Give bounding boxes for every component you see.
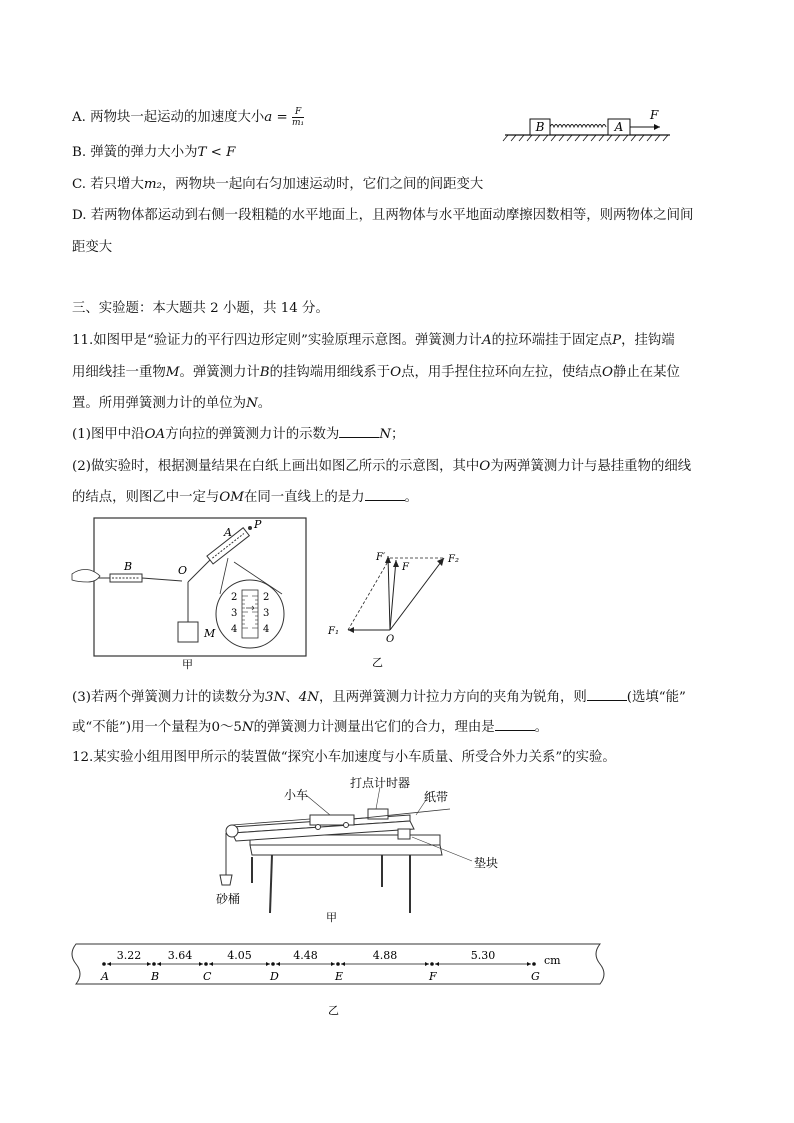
var: O: [390, 365, 402, 380]
q12-figure-jia: [210, 775, 530, 930]
label-bucket: 砂桶: [216, 892, 241, 906]
q11-part3-line1: [72, 688, 686, 708]
leader-line: [306, 795, 330, 815]
q11-line3: [72, 394, 271, 414]
label-fprime: F′: [376, 552, 386, 563]
tape-point-label: D: [270, 970, 279, 983]
sand-bucket: [220, 875, 232, 885]
text: 的弹簧测力计测量出它们的合力，理由是: [253, 720, 495, 735]
var: P: [612, 333, 622, 348]
q12-line1: 12.某实验小组用图甲所示的装置做“探究小车加速度与小车质量、所受合外力关系”的实验。: [72, 750, 616, 765]
text: (2)做实验时，根据测量结果在白纸上画出如图乙所示的示意图，其中: [72, 459, 480, 474]
vector-f: [390, 560, 396, 630]
text: 或“不能”)用一个量程为: [72, 720, 212, 735]
text: 为两弹簧测力计与悬挂重物的细线: [490, 459, 692, 474]
figure-caption: 乙: [372, 656, 383, 669]
dashed-line: [348, 558, 390, 630]
tape-point: [204, 962, 208, 966]
q10-option-a: [72, 107, 304, 128]
segment-length-label: 4.48: [293, 949, 318, 962]
answer-blank: [365, 488, 405, 501]
var: N: [246, 396, 258, 411]
tape-point: [532, 962, 536, 966]
string-o-a: [188, 560, 210, 582]
tape-point: [152, 962, 156, 966]
label-b: B: [124, 560, 133, 573]
label-tape: 纸带: [424, 790, 449, 804]
section-heading: 三、实验题：本大题共 2 小题，共 14 分。: [72, 301, 329, 316]
text: 用细线挂一重物: [72, 365, 166, 380]
text: 在同一直线上的是力: [244, 490, 365, 505]
tape-point-label: A: [101, 970, 109, 983]
fraction: [292, 107, 304, 128]
q11-part2-line2: [72, 488, 418, 508]
label-f1: F₁: [328, 626, 339, 637]
q10-option-d-line1: D. 若两物体都运动到右侧一段粗糙的水平地面上，且两物体与水平地面动摩擦因数相等，则两物体之间间: [72, 208, 694, 223]
segment-length-label: 4.05: [227, 949, 252, 962]
var: OM: [219, 490, 244, 505]
var: A: [481, 333, 492, 348]
text: 。: [404, 490, 418, 505]
scale-label: 3: [231, 608, 238, 619]
value: 0～5: [211, 720, 242, 735]
q10-option-b: [72, 143, 235, 163]
variable: m₂: [143, 177, 162, 192]
tape-point: [336, 962, 340, 966]
text: 置。所用弹簧测力计的单位为: [72, 396, 247, 411]
fraction-numerator: F: [292, 107, 304, 118]
var: M: [165, 365, 180, 380]
tape-point-label: E: [335, 970, 344, 983]
unit-label: cm: [544, 954, 561, 967]
text: 方向拉的弹簧测力计的示数为: [165, 427, 340, 442]
spring: [550, 125, 606, 128]
text: (选填“能”: [626, 690, 686, 705]
wedge-block: [398, 829, 410, 839]
text: 11.如图甲是“验证力的平行四边形定则”实验原理示意图。弹簧测力计: [72, 333, 482, 348]
segment-length-label: 5.30: [470, 949, 496, 962]
block-a-label: A: [614, 120, 624, 134]
var: OA: [144, 427, 166, 442]
cart-wheel: [316, 825, 321, 830]
tape-point-label: G: [531, 970, 540, 983]
arrow-head: [437, 558, 444, 566]
var: N: [241, 720, 254, 735]
text: ，且两弹簧测力计拉力方向的夹角为锐角，则: [318, 690, 587, 705]
cart-wheel: [344, 823, 349, 828]
var: B: [259, 365, 270, 380]
arrow-head: [385, 556, 391, 563]
q11-figure-jia: [70, 512, 310, 672]
tape-point: [271, 962, 275, 966]
scale-body: [242, 590, 258, 638]
label-m: M: [204, 627, 216, 640]
arrow-head: [654, 124, 660, 130]
label-block: 垫块: [474, 856, 499, 870]
tape-point: [430, 962, 434, 966]
q10-figure: [500, 105, 680, 145]
label-f2: F₂: [448, 554, 459, 565]
scale-label: 4: [263, 624, 270, 635]
scale-label: 2: [231, 592, 238, 603]
var: N: [379, 427, 391, 442]
force-label: F: [650, 108, 659, 122]
figure-caption: 甲: [326, 911, 337, 924]
figure-caption: 甲: [182, 658, 193, 671]
arrow-head: [393, 560, 399, 567]
vector-f2: [390, 558, 444, 630]
label-p: P: [254, 518, 262, 531]
block-b-label: B: [535, 120, 545, 134]
var: O: [602, 365, 613, 380]
fixed-point-p: [248, 526, 252, 530]
pulley: [226, 825, 238, 837]
text: 的拉环端挂于固定点: [491, 333, 613, 348]
option-text: C. 若只增大: [72, 177, 144, 192]
text: 。弹簧测力计: [179, 365, 260, 380]
scale-label: 3: [263, 608, 270, 619]
value: 4N: [298, 690, 319, 705]
figure-caption: 乙: [328, 1004, 339, 1017]
option-text: A. 两物块一起运动的加速度大小: [72, 110, 265, 125]
table-leg: [270, 855, 272, 913]
hand-icon: [72, 570, 100, 583]
text: 、: [285, 690, 299, 705]
label-o: O: [386, 634, 395, 645]
vector-fprime: [388, 556, 390, 630]
q11-figure-yi: [320, 540, 470, 670]
q11-part2-line1: [72, 457, 691, 477]
table-top: [250, 845, 442, 855]
segment-length-label: 3.22: [116, 949, 142, 962]
answer-blank: [587, 688, 627, 701]
label-a: A: [224, 526, 232, 539]
q10-option-d-line2: 距变大: [72, 240, 113, 255]
text: 点，用手捏住拉环向左拉，使结点: [401, 365, 602, 380]
text: (1)图甲中沿: [72, 427, 145, 442]
q11-line1: [72, 331, 675, 351]
label-f: F: [402, 562, 409, 573]
answer-blank: [495, 718, 535, 731]
label-timer: 打点计时器: [350, 776, 411, 790]
leader-line: [376, 787, 380, 809]
q11-part1: [72, 425, 404, 445]
segment-length-label: 4.88: [372, 949, 398, 962]
tape-point-label: F: [429, 970, 437, 983]
option-text: B. 弹簧的弹力大小为: [72, 145, 198, 160]
text: 。: [534, 720, 549, 735]
text: 的结点，则图乙中一定与: [72, 490, 220, 505]
q10-option-c: [72, 175, 483, 195]
formula: a =: [264, 110, 288, 125]
text: 。: [257, 396, 272, 411]
var: O: [479, 459, 491, 474]
q12-figure-yi: [66, 940, 610, 1022]
scale-label: 4: [231, 624, 238, 635]
scale-label: 2: [263, 592, 270, 603]
tape-point: [102, 962, 106, 966]
tape-point-label: B: [151, 970, 160, 983]
text: (3)若两个弹簧测力计的读数分为: [72, 690, 266, 705]
weight-m: [178, 622, 198, 642]
string-b-o: [142, 578, 182, 581]
formula: T < F: [197, 145, 236, 160]
q11-line2: [72, 363, 680, 383]
answer-blank: [339, 425, 379, 438]
segment-length-label: 3.64: [167, 949, 193, 962]
fraction-denominator: m₁: [292, 118, 305, 128]
option-text: ，两物块一起向右匀加速运动时，它们之间的间距变大: [161, 177, 484, 192]
value: 3N: [265, 690, 286, 705]
ground-hatch: [503, 135, 668, 141]
text: 静止在某位: [612, 365, 680, 380]
label-cart: 小车: [284, 788, 309, 802]
text: 的挂钩端用细线系于: [269, 365, 391, 380]
label-o: O: [178, 564, 188, 577]
text: ；: [390, 427, 405, 442]
tape-point-label: C: [203, 970, 212, 983]
text: ，挂钩端: [621, 333, 675, 348]
q11-part3-line2: [72, 718, 548, 738]
